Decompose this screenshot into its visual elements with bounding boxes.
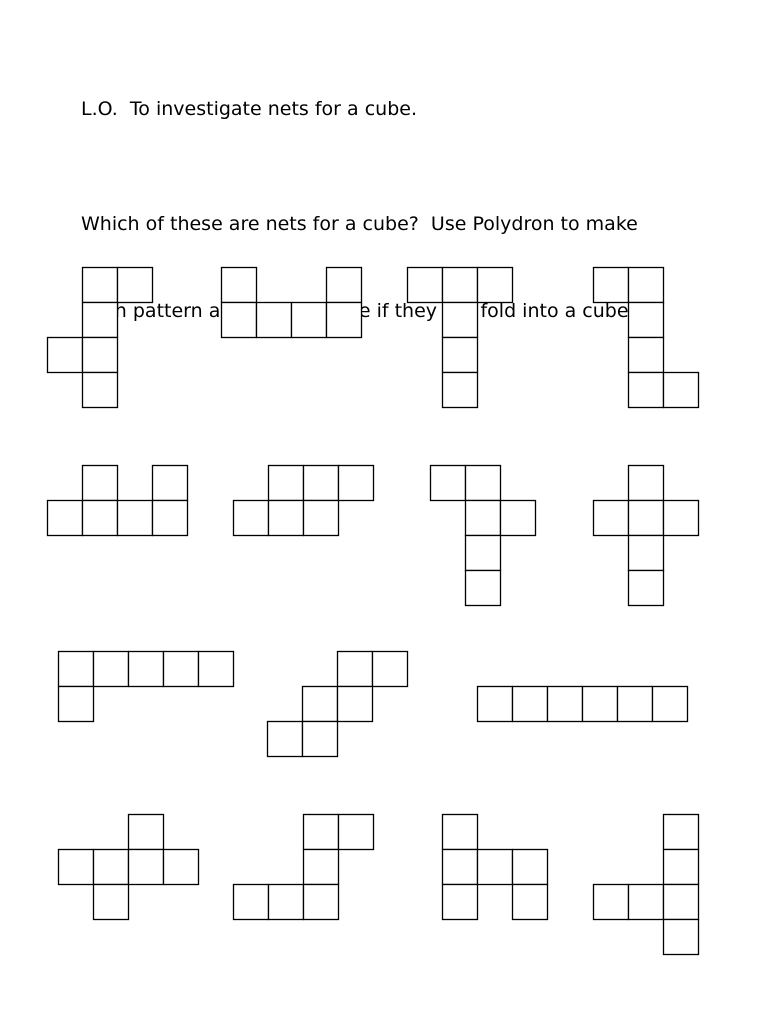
net-square [304,815,339,850]
net-square [83,268,118,303]
cube-net-4 [594,268,699,408]
net-square [478,687,513,722]
net-square [466,536,501,571]
net-square [664,501,699,536]
net-square [594,501,629,536]
net-square [443,373,478,408]
net-square [466,571,501,606]
net-square [338,652,373,687]
net-square [629,268,664,303]
net-square [583,687,618,722]
net-square [548,687,583,722]
net-square [94,652,129,687]
cube-net-12 [59,815,199,920]
net-square [629,338,664,373]
net-square [292,303,327,338]
net-square [59,850,94,885]
net-square [408,268,443,303]
net-square [59,652,94,687]
net-square [443,885,478,920]
net-square [443,815,478,850]
net-square [268,722,303,757]
net-square [664,920,699,955]
net-square [94,850,129,885]
net-square [478,850,513,885]
net-square [664,373,699,408]
cube-net-6 [234,466,374,536]
net-square [199,652,234,687]
net-square [83,373,118,408]
instruction-line-2: pattern if they fold into a cube. [132,300,635,322]
cube-net-2 [222,268,362,338]
net-square [664,850,699,885]
net-square [431,466,466,501]
net-square [327,268,362,303]
net-square [83,303,118,338]
cube-net-14 [443,815,548,920]
net-square [164,850,199,885]
net-square [629,373,664,408]
net-square [304,885,339,920]
net-square [129,850,164,885]
net-square [234,885,269,920]
cube-net-5 [48,466,188,536]
net-square [257,303,292,338]
net-square [443,338,478,373]
cube-net-8 [594,466,699,606]
net-square [373,652,408,687]
net-square [303,722,338,757]
net-square [629,466,664,501]
net-square [83,466,118,501]
net-square [269,466,304,501]
net-square [501,501,536,536]
net-square [664,815,699,850]
net-square [118,268,153,303]
cube-net-9 [59,652,234,722]
learning-objective: L.O. To investigate nets for a cube. [81,98,417,120]
instruction-line-1: Which of these are nets for a cube? Use Polydron to make [81,213,638,235]
net-square [153,466,188,501]
net-square [234,501,269,536]
net-square [339,466,374,501]
net-square [153,501,188,536]
net-square [304,501,339,536]
net-square [513,850,548,885]
net-square [478,268,513,303]
net-square [443,268,478,303]
net-square [629,536,664,571]
net-square [304,850,339,885]
cube-net-3 [408,268,513,408]
net-square [594,885,629,920]
net-square [129,652,164,687]
cube-net-10 [268,652,408,757]
net-square [338,687,373,722]
net-square [443,850,478,885]
net-square [629,571,664,606]
net-square [94,885,129,920]
net-square [466,466,501,501]
net-square [83,338,118,373]
net-square [327,303,362,338]
net-square [618,687,653,722]
net-square [443,303,478,338]
net-square [222,268,257,303]
cube-net-13 [234,815,374,920]
net-square [164,652,199,687]
net-square [466,501,501,536]
net-square [303,687,338,722]
net-square [129,815,164,850]
net-square [339,815,374,850]
net-square [629,885,664,920]
net-square [304,466,339,501]
net-square [629,303,664,338]
net-square [59,687,94,722]
cube-net-1 [48,268,153,408]
net-square [48,501,83,536]
net-square [664,885,699,920]
net-square [48,338,83,373]
net-square [513,687,548,722]
net-square [269,885,304,920]
net-square [222,303,257,338]
cube-net-7 [431,466,536,606]
cube-net-15 [594,815,699,955]
net-square [118,501,153,536]
net-square [653,687,688,722]
cube-net-11 [478,687,688,722]
net-square [269,501,304,536]
net-square [513,885,548,920]
net-square [629,501,664,536]
net-square [594,268,629,303]
net-square [83,501,118,536]
